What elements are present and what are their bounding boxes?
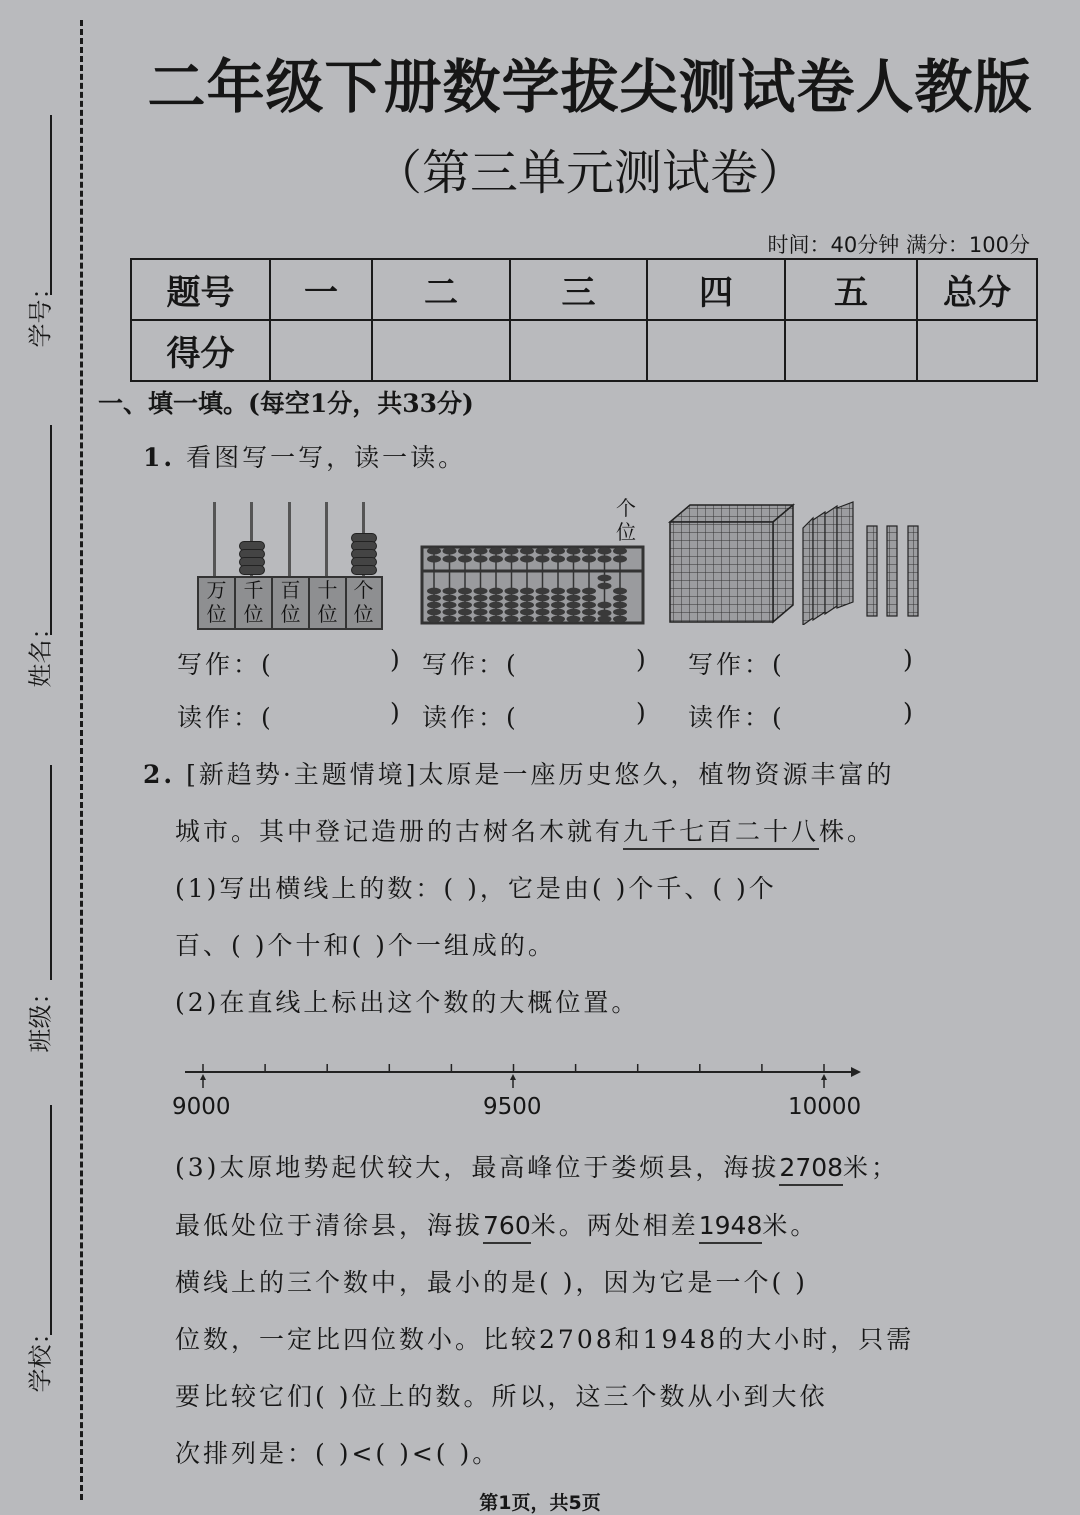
abacus-bead	[239, 565, 265, 575]
numberline-arrow	[510, 1074, 516, 1088]
suanpan-bead	[613, 609, 627, 616]
table-cell: 总分	[917, 259, 1037, 320]
suanpan-bead	[551, 588, 565, 595]
suanpan-bead	[505, 547, 519, 554]
suanpan-bead	[427, 595, 441, 602]
place-label-wan: 万位	[199, 578, 236, 628]
suanpan-bead	[551, 616, 565, 623]
score-cell[interactable]	[510, 320, 647, 381]
suanpan-bead	[458, 555, 472, 562]
suanpan-bead	[474, 616, 488, 623]
suanpan-bead	[505, 595, 519, 602]
suanpan-bead	[474, 602, 488, 609]
suanpan-bead	[567, 595, 581, 602]
question-number: 1.	[143, 443, 176, 472]
class-label: 班级：	[26, 980, 55, 1053]
read-answer-1[interactable]: 读作：(	[177, 703, 274, 732]
suanpan-bead	[489, 602, 503, 609]
suanpan-bead	[551, 547, 565, 554]
suanpan-bead	[427, 616, 441, 623]
suanpan-bead	[551, 555, 565, 562]
place-label-ge: 个位	[353, 578, 374, 626]
suanpan-bead	[443, 555, 457, 562]
suanpan-bead	[582, 588, 596, 595]
question-2-line1: [新趋势·主题情境]太原是一座历史悠久，植物资源丰富的	[186, 760, 895, 789]
page-subtitle: （第三单元测试卷）	[373, 145, 806, 201]
suanpan-figure	[420, 545, 645, 625]
suanpan-bead	[427, 609, 441, 616]
numberline-label-10000: 10000	[788, 1094, 862, 1120]
suanpan-bead	[582, 609, 596, 616]
suanpan-bead	[613, 595, 627, 602]
suanpan-bead	[489, 555, 503, 562]
suanpan-bead	[427, 555, 441, 562]
close-paren: )	[390, 645, 403, 674]
suanpan-bead	[489, 547, 503, 554]
suanpan-bead	[598, 555, 612, 562]
question-number: 2.	[143, 760, 176, 789]
suanpan-bead	[536, 595, 550, 602]
place-label-qian: 千位	[236, 578, 273, 628]
suanpan-bead	[613, 602, 627, 609]
suanpan-bead	[520, 547, 534, 554]
suanpan-bead	[520, 588, 534, 595]
suanpan-bead	[582, 602, 596, 609]
time-info: 时间：40分钟 满分：100分	[767, 233, 1030, 257]
score-table	[130, 258, 1038, 382]
question-2-line2: 城市。其中登记造册的古树名木就有九千七百二十八株。	[175, 812, 875, 848]
suanpan-bead	[536, 616, 550, 623]
page-title: 二年级下册数学拔尖测试卷人教版	[147, 53, 1033, 121]
table-cell: 四	[647, 259, 785, 320]
suanpan-bead	[520, 595, 534, 602]
suanpan-bead	[458, 616, 472, 623]
write-answer-1[interactable]: 写作：(	[177, 650, 274, 679]
table-cell: 二	[372, 259, 510, 320]
suanpan-bead	[567, 609, 581, 616]
suanpan-bead	[489, 595, 503, 602]
q2-part3-line6[interactable]: 次排列是：( )<( )<( )。	[175, 1439, 501, 1468]
close-paren: )	[903, 698, 916, 727]
q2-part1-line1[interactable]: (1)写出横线上的数：( )，它是由( )个千、( )个	[175, 874, 777, 903]
thousand-cube	[670, 505, 793, 622]
close-paren: )	[636, 645, 649, 674]
suanpan-bead	[520, 609, 534, 616]
suanpan-bead	[474, 609, 488, 616]
suanpan-bead	[505, 555, 519, 562]
suanpan-bead	[505, 609, 519, 616]
suanpan-bead	[613, 555, 627, 562]
suanpan-bead	[458, 602, 472, 609]
underlined-760: 760	[483, 1211, 531, 1244]
school-line	[50, 1105, 52, 1335]
question-prompt: 看图写一写，读一读。	[186, 443, 467, 472]
suanpan-bead	[443, 547, 457, 554]
suanpan-bead	[536, 547, 550, 554]
section-heading: 一、填一填。(每空1分，共33分)	[98, 389, 474, 418]
name-line	[50, 425, 52, 635]
suanpan-bead	[474, 588, 488, 595]
suanpan-bead	[520, 616, 534, 623]
suanpan-bead	[567, 588, 581, 595]
abacus-bead	[351, 565, 377, 575]
suanpan-bead	[598, 575, 612, 582]
suanpan-bead	[598, 602, 612, 609]
suanpan-bead	[505, 602, 519, 609]
suanpan-bead	[536, 602, 550, 609]
school-label: 学校：	[26, 1320, 55, 1393]
table-cell: 一	[270, 259, 372, 320]
q2-part3-line4: 位数，一定比四位数小。比较2708和1948的大小时，只需	[175, 1325, 915, 1354]
score-table-score-row	[131, 320, 1037, 381]
suanpan-bead	[536, 555, 550, 562]
q2-part3-line1: (3)太原地势起伏较大，最高峰位于娄烦县，海拔2708米；	[175, 1148, 899, 1184]
suanpan-bead	[458, 609, 472, 616]
close-paren: )	[903, 645, 916, 674]
numberline-label-9000: 9000	[172, 1094, 231, 1120]
student-no-line	[50, 115, 52, 295]
name-label: 姓名：	[26, 615, 55, 688]
q2-part3-line2: 最低处位于清徐县，海拔760米。两处相差1948米。	[175, 1206, 818, 1242]
score-cell[interactable]	[785, 320, 917, 381]
abacus-rod	[288, 502, 291, 577]
q2-part3-line3[interactable]: 横线上的三个数中，最小的是( )，因为它是一个( )	[175, 1268, 808, 1297]
score-cell[interactable]	[917, 320, 1037, 381]
suanpan-bead	[582, 616, 596, 623]
suanpan-bead	[582, 555, 596, 562]
abacus-place-box	[197, 576, 383, 630]
underlined-1948: 1948	[699, 1211, 763, 1244]
numberline-arrow	[821, 1074, 827, 1088]
student-no-label: 学号：	[26, 275, 55, 348]
suanpan-bead	[489, 609, 503, 616]
numberline-label-9500: 9500	[483, 1094, 542, 1120]
suanpan-ge-label: 个位	[616, 496, 636, 544]
q2-part3-line5[interactable]: 要比较它们( )位上的数。所以，这三个数从小到大依	[175, 1382, 828, 1411]
ten-rods	[867, 526, 918, 616]
suanpan-bead	[489, 616, 503, 623]
suanpan-bead	[567, 616, 581, 623]
suanpan-bead	[567, 547, 581, 554]
suanpan-bead	[474, 595, 488, 602]
abacus-rod	[325, 502, 328, 577]
suanpan-bead	[598, 610, 612, 617]
abacus-rod	[213, 502, 216, 577]
read-answer-2[interactable]: 读作：(	[422, 703, 519, 732]
question-2	[143, 755, 895, 791]
suanpan-bead	[551, 609, 565, 616]
suanpan-bead	[489, 588, 503, 595]
suanpan-bead	[598, 583, 612, 590]
table-cell: 题号	[131, 259, 270, 320]
place-label-shi: 十位	[310, 578, 347, 628]
suanpan-bead	[443, 602, 457, 609]
suanpan-bead	[443, 609, 457, 616]
table-cell: 五	[785, 259, 917, 320]
suanpan-bead	[474, 555, 488, 562]
suanpan-bead	[598, 616, 612, 623]
suanpan-bead	[613, 616, 627, 623]
suanpan-bead	[443, 588, 457, 595]
hundred-flats	[803, 502, 853, 625]
score-table-header-row	[131, 259, 1037, 320]
page-footer: 第1页，共5页	[479, 1492, 601, 1514]
score-cell[interactable]	[372, 320, 510, 381]
numberline-arrow	[200, 1074, 206, 1088]
table-cell: 得分	[131, 320, 270, 381]
suanpan-bead	[536, 588, 550, 595]
suanpan-bead	[458, 547, 472, 554]
suanpan-bead	[551, 595, 565, 602]
q2-part1-line2[interactable]: 百、( )个十和( )个一组成的。	[175, 931, 556, 960]
suanpan-bead	[520, 555, 534, 562]
close-paren: )	[390, 698, 403, 727]
suanpan-bead	[567, 555, 581, 562]
suanpan-bead	[443, 595, 457, 602]
suanpan-bead	[505, 616, 519, 623]
question-1	[143, 438, 466, 474]
table-cell: 三	[510, 259, 647, 320]
suanpan-bead	[598, 547, 612, 554]
suanpan-bead	[567, 602, 581, 609]
suanpan-bead	[536, 609, 550, 616]
close-paren: )	[636, 698, 649, 727]
suanpan-bead	[458, 595, 472, 602]
write-answer-3[interactable]: 写作：(	[688, 650, 785, 679]
suanpan-bead	[582, 595, 596, 602]
suanpan-bead	[613, 588, 627, 595]
suanpan-bead	[551, 602, 565, 609]
suanpan-bead	[427, 602, 441, 609]
underlined-2708: 2708	[779, 1153, 843, 1186]
base-ten-blocks	[665, 500, 930, 625]
suanpan-bead	[613, 547, 627, 554]
suanpan-bead	[427, 588, 441, 595]
suanpan-bead	[443, 616, 457, 623]
suanpan-bead	[474, 547, 488, 554]
score-cell[interactable]	[270, 320, 372, 381]
score-cell[interactable]	[647, 320, 785, 381]
read-answer-3[interactable]: 读作：(	[688, 703, 785, 732]
suanpan-bead	[520, 602, 534, 609]
class-line	[50, 765, 52, 980]
suanpan-bead	[427, 547, 441, 554]
write-answer-2[interactable]: 写作：(	[422, 650, 519, 679]
suanpan-bead	[458, 588, 472, 595]
suanpan-bead	[582, 547, 596, 554]
underlined-number-text: 九千七百二十八	[623, 817, 819, 850]
binding-dashed-line	[80, 20, 83, 1500]
place-label-bai: 百位	[273, 578, 310, 628]
q2-part2: (2)在直线上标出这个数的大概位置。	[175, 988, 640, 1017]
number-line[interactable]	[175, 1060, 875, 1090]
suanpan-bead	[505, 588, 519, 595]
